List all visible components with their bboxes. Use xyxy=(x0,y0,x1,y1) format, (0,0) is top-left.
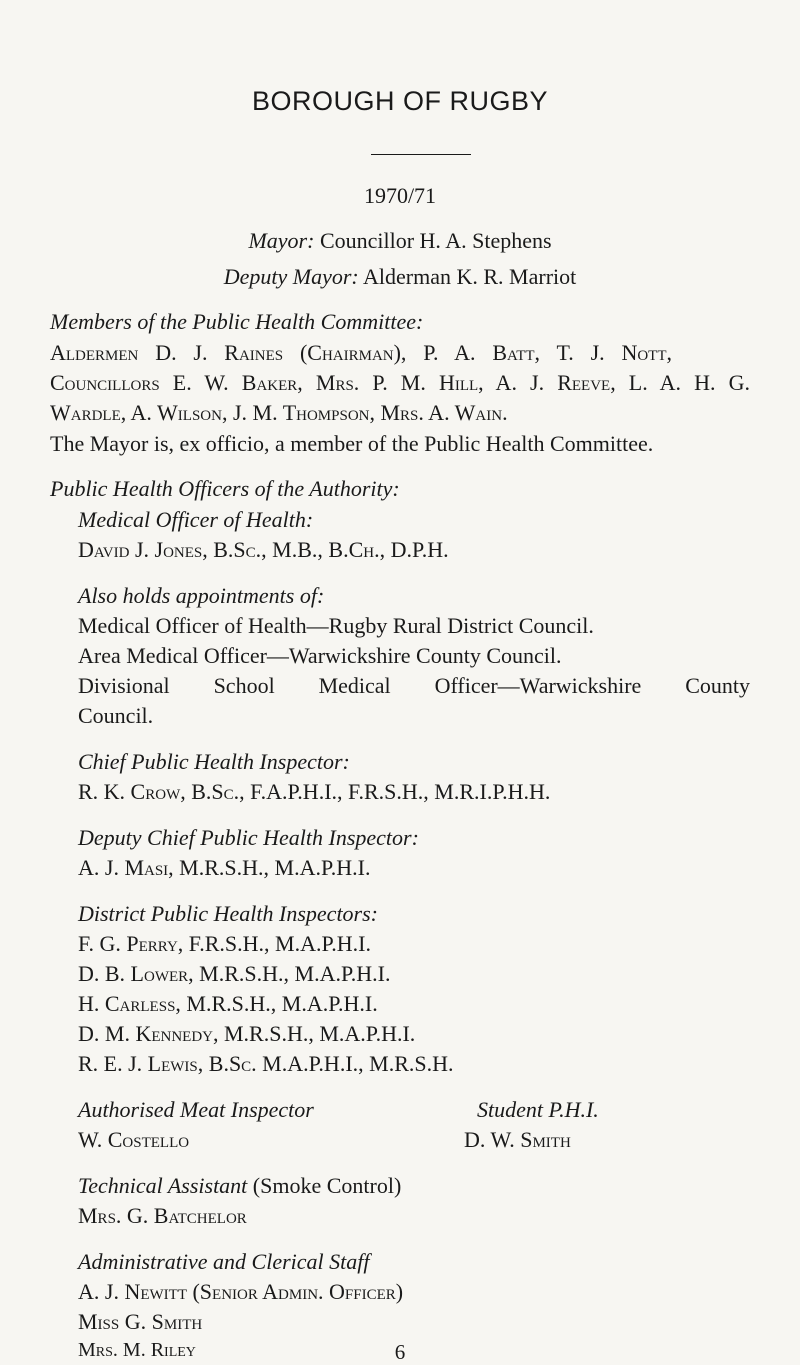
admin-name: A. J. Newitt (Senior Admin. Officer) xyxy=(78,1279,404,1304)
technical-heading: Technical Assistant xyxy=(78,1173,248,1198)
officers-heading: Public Health Officers of the Authority: xyxy=(50,476,400,501)
district-inspector-name: R. E. J. Lewis, B.Sc. M.A.P.H.I., M.R.S.H. xyxy=(78,1051,454,1076)
committee-line-1: Aldermen D. J. Raines (Chairman), P. A. Batt, T. J. Nott, xyxy=(50,340,672,365)
student-name: D. W. Smith xyxy=(464,1127,571,1152)
appointment-item: Area Medical Officer—Warwickshire County Council. xyxy=(78,643,562,668)
deputy-chief-heading: Deputy Chief Public Health Inspector: xyxy=(78,825,419,850)
chief-inspector-name: R. K. Crow, B.Sc., F.A.P.H.I., F.R.S.H., M.R.I.P.H.H. xyxy=(78,779,551,804)
district-inspector-name: F. G. Perry, F.R.S.H., M.A.P.H.I. xyxy=(78,931,372,956)
year: 1970/71 xyxy=(363,183,437,208)
meat-inspector-heading: Authorised Meat Inspector xyxy=(78,1097,314,1122)
technical-suffix: (Smoke Control) xyxy=(252,1173,402,1198)
district-inspectors-heading: District Public Health Inspectors: xyxy=(78,901,379,926)
mayor-line xyxy=(0,228,800,254)
admin-name: Mrs. M. Riley xyxy=(78,1339,196,1361)
page-number: 6 xyxy=(394,1340,406,1362)
district-inspector-name: D. B. Lower, M.R.S.H., M.A.P.H.I. xyxy=(78,961,391,986)
district-inspector-name: H. Carless, M.R.S.H., M.A.P.H.I. xyxy=(78,991,378,1016)
page-title: BOROUGH OF RUGBY xyxy=(251,86,549,116)
deputy-mayor-value: Alderman K. R. Marriot xyxy=(363,264,577,289)
committee-heading: Members of the Public Health Committee: xyxy=(50,309,424,334)
admin-heading: Administrative and Clerical Staff xyxy=(78,1249,370,1274)
mayor-ex-officio-note: The Mayor is, ex officio, a member of the Public Health Committee. xyxy=(50,431,654,456)
deputy-mayor-label: Deputy Mayor: xyxy=(223,264,359,289)
student-heading: Student P.H.I. xyxy=(477,1097,599,1122)
appointment-item: Council. xyxy=(78,703,154,728)
title-divider xyxy=(371,154,471,155)
technical-name: Mrs. G. Batchelor xyxy=(78,1203,247,1228)
chief-inspector-heading: Chief Public Health Inspector: xyxy=(78,749,350,774)
appointments-heading: Also holds appointments of: xyxy=(78,583,325,608)
mayor-value: Councillor H. A. Stephens xyxy=(319,228,552,253)
appointment-item: Medical Officer of Health—Rugby Rural District Council. xyxy=(78,613,594,638)
committee-line-3: Wardle, A. Wilson, J. M. Thompson, Mrs. A. Wain. xyxy=(50,400,508,425)
admin-name: Miss G. Smith xyxy=(78,1309,203,1334)
deputy-mayor-line xyxy=(0,264,800,290)
technical-heading-line xyxy=(78,1173,401,1199)
meat-inspector-name: W. Costello xyxy=(78,1127,190,1152)
deputy-chief-name: A. J. Masi, M.R.S.H., M.A.P.H.I. xyxy=(78,855,371,880)
moh-heading: Medical Officer of Health: xyxy=(78,507,314,532)
committee-line-2: Councillors E. W. Baker, Mrs. P. M. Hill, A. J. Reeve, L. A. H. G. xyxy=(50,370,750,395)
mayor-label: Mayor: xyxy=(248,228,315,253)
district-inspector-name: D. M. Kennedy, M.R.S.H., M.A.P.H.I. xyxy=(78,1021,416,1046)
appointment-item: Divisional School Medical Officer—Warwickshire County xyxy=(78,673,750,698)
moh-name: David J. Jones, B.Sc., M.B., B.Ch., D.P.H. xyxy=(78,537,449,562)
